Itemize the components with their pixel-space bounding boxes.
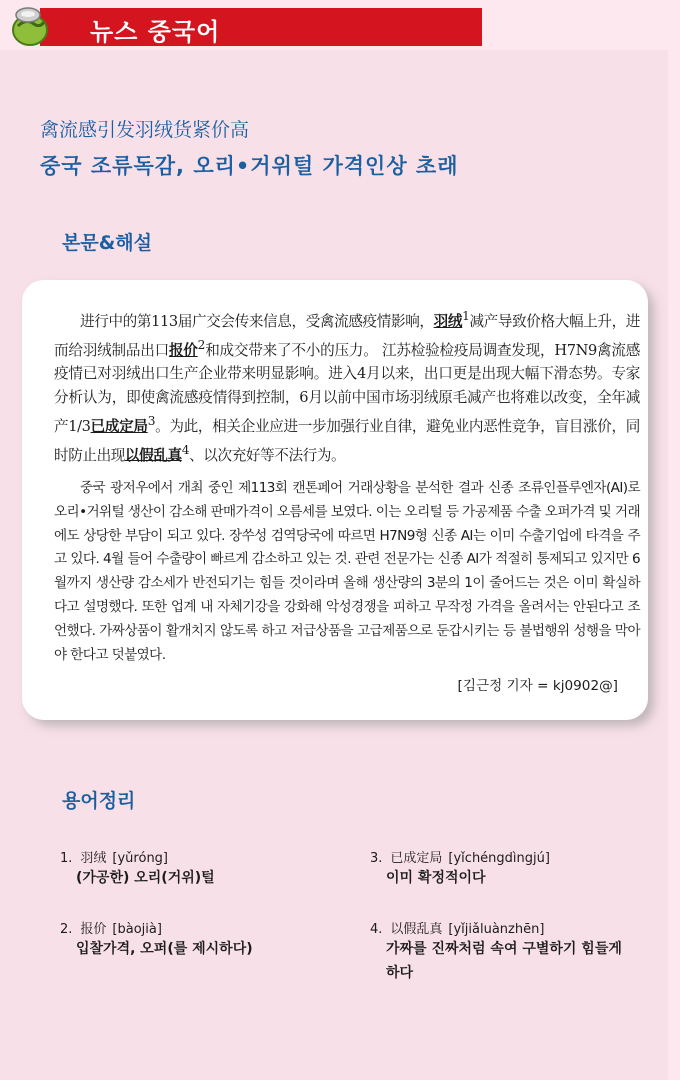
glossary-term: 报价 bbox=[80, 922, 107, 937]
glossary-term: 羽绒 bbox=[80, 851, 107, 866]
zh-text: 进行中的第113届广交会传来信息，受禽流感疫情影响， bbox=[80, 312, 434, 330]
term-yijialuanzhen: 以假乱真 bbox=[124, 446, 182, 464]
glossary-meaning: 가짜를 진짜처럼 속여 구별하기 힘들게 하다 bbox=[386, 941, 622, 981]
term-yurong: 羽绒 bbox=[433, 312, 463, 330]
zh-text: 减产导致价格大幅上升，进而给羽绒制品出口 bbox=[54, 312, 640, 359]
headline-korean: 중국 조류독감, 오리•거위털 가격인상 초래 bbox=[40, 154, 459, 178]
glossary-num: 2. bbox=[60, 922, 73, 937]
body-card bbox=[22, 280, 648, 720]
glossary-item bbox=[60, 918, 162, 937]
glossary-item bbox=[370, 847, 550, 866]
glossary-meaning: 이미 확정적이다 bbox=[386, 870, 486, 886]
section-title-glossary: 용어정리 bbox=[62, 790, 136, 812]
ko-text: 중국 광저우에서 개최 중인 제113회 캔톤페어 거래상황을 분석한 결과 신종 조류인플루엔자(AI)로 오리•거위털 생산이 감소해 판매가격이 오름세를 보였다. 이는 오리털 등 가공제품 수출 오퍼가격 및 거래에도 상당한 부담이 되고 있다. 장쑤성 검역당국에 따르면 H7N9형 신종 AI는 이미 수출기업에 타격을 주고 있다. 4월 들어 수출량이 빠르게 감소하고 있는 것. 관련 전문가는 신종 AI가 적절히 통제되고 있지만 6월까지 생산량 감소세가 반전되기는 힘들 것이라며 올해 생산량의 3분의 1이 줄어드는 것은 이미 확실하다고 설명했다. 또한 업계 내 자체기강을 강화해 악성경쟁을 피하고 무작정 가격을 올려서는 안된다고 조언했다. 가짜상품이 활개치지 않도록 하고 저급상품을 고급제품으로 둔갑시키는 등 불법행위 성행을 막아야 한다고 덧붙였다. bbox=[54, 480, 640, 663]
glossary-pinyin: [yǔróng] bbox=[112, 851, 169, 866]
footnote-3: 3 bbox=[147, 413, 156, 428]
glossary-num: 1. bbox=[60, 851, 73, 866]
glossary-pinyin: [yǐchéngdìngjú] bbox=[448, 851, 550, 866]
glossary-term: 以假乱真 bbox=[390, 922, 443, 937]
glossary-item bbox=[60, 847, 168, 866]
section-title-body: 본문&해설 bbox=[62, 232, 152, 254]
zh-text: 。为此，相关企业应进一步加强行业自律，避免业内恶性竞争，盲目涨价，同时防止出现 bbox=[54, 417, 640, 464]
glossary-num: 4. bbox=[370, 922, 383, 937]
footnote-2: 2 bbox=[197, 337, 206, 352]
glossary-item bbox=[370, 918, 544, 937]
zh-text: 和成交带来了不小的压力。 江苏检验检疫局调查发现，H7N9禽流感疫情已对羽绒出口生产企业带来明显影响。进入4月以来，出口更是出现大幅下滑态势。专家分析认为，即使禽流感疫情得到控制，6月以前中国市场羽绒原毛减产也将难以改变，全年减产1/3 bbox=[54, 341, 640, 435]
header-banner bbox=[0, 0, 680, 50]
zh-text: 、以次充好等不法行为。 bbox=[189, 446, 346, 464]
header-title: 뉴스 중국어 bbox=[90, 18, 221, 46]
paragraph-korean bbox=[54, 477, 640, 667]
footnote-1: 1 bbox=[462, 309, 470, 323]
globe-icon bbox=[8, 6, 52, 48]
paragraph-chinese bbox=[54, 305, 640, 467]
footnote-4: 4 bbox=[181, 442, 190, 457]
term-yichengdingju: 已成定局 bbox=[90, 417, 148, 435]
headline-chinese: 禽流感引发羽绒货紧价高 bbox=[40, 119, 250, 141]
glossary-num: 3. bbox=[370, 851, 383, 866]
glossary-pinyin: [bàojià] bbox=[112, 922, 162, 937]
glossary-pinyin: [yǐjiǎluànzhēn] bbox=[448, 922, 545, 937]
glossary-meaning: (가공한) 오리(거위)털 bbox=[76, 870, 215, 886]
term-baojia: 报价 bbox=[168, 341, 198, 359]
byline: [김근정 기자 = kj0902@] bbox=[457, 678, 618, 694]
glossary-term: 已成定局 bbox=[390, 851, 443, 866]
glossary-meaning: 입찰가격, 오퍼(를 제시하다) bbox=[76, 941, 253, 957]
